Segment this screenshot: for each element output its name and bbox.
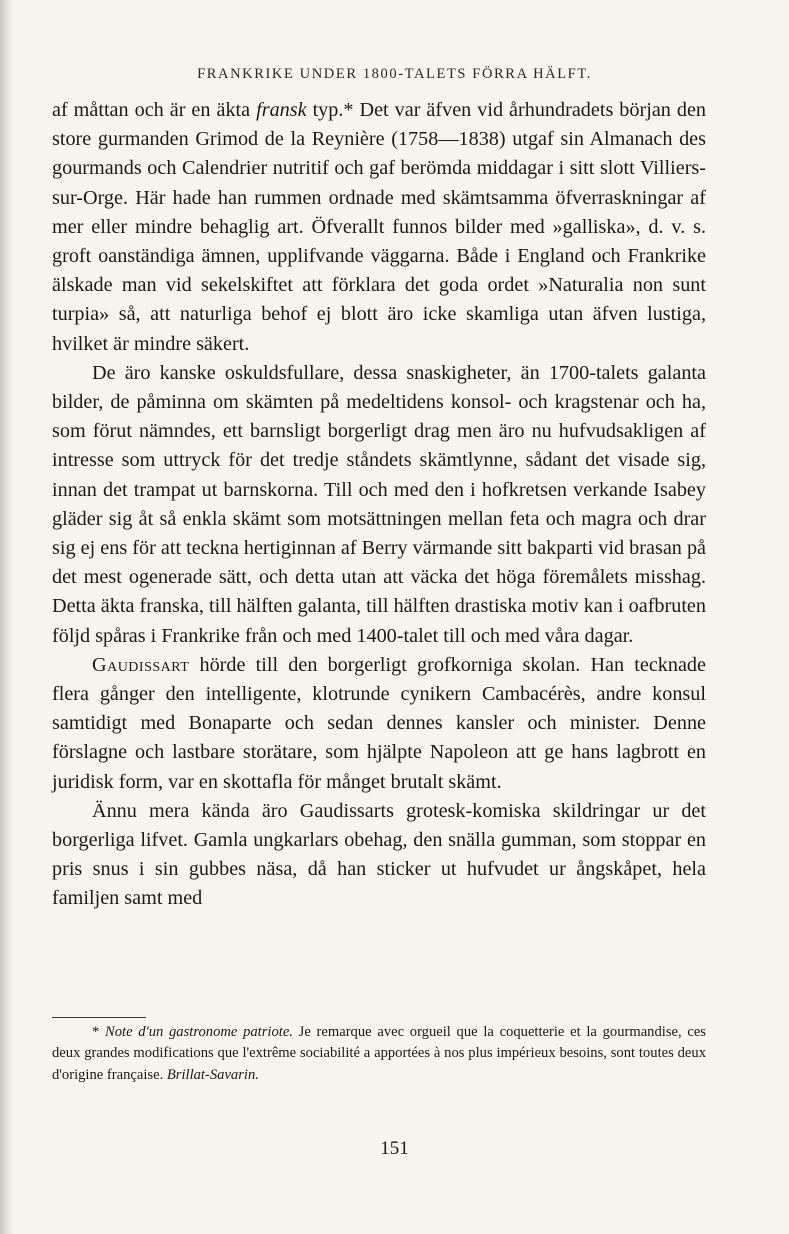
paragraph-1-lead: af måttan och är en äkta: [52, 99, 257, 121]
footnote-source-title: Note d'un gastronome patriote.: [105, 1024, 293, 1040]
paragraph-1-rest: typ.* Det var äfven vid århundradets början den store gurmanden Grimod de la Reynière (1758—1838) utgaf sin Almanach des gourmands och Calendrier nutritif och gaf berömda middagar i sitt slott Villiers-sur-Orge. Här hade han rummen ordnade med skämtsamma öfverraskningar af mer eller mindre behaglig art. Öfverallt funnos bilder med »galliska», d. v. s. groft oanständiga ämnen, upplifvande väggarna. Både i England och Frankrike älskade man vid sekelskiftet att förklara det goda ordet »Naturalia non sunt turpia» så, att naturliga behof ej blott äro icke skamliga utan äfven lustiga, hvilket är mindre säkert.: [52, 99, 707, 355]
paragraph-2: De äro kanske oskuldsfullare, dessa snaskigheter, än 1700-talets galanta bilder, de påminna om skämten på medeltidens konsol- och kragstenar och ha, som förut nämndes, ett barnsligt borgerligt drag men äro nu hufvudsakligen af intresse som uttryck för det tredje ståndets skämtlynne, sådant det visade sig, innan det trampat ut barnskorna. Till och med den i hofkretsen verkande Isabey gläder sig åt så enkla skämt som motsättningen mellan feta och magra och drar sig ej ens för att teckna hertiginnan af Berry värmande sitt bakparti vid brasan på det mest ogenerade sätt, och detta utan att väcka det höga föremålets misshag. Detta äkta franska, till hälften galanta, till hälften drastiska motiv kan i oafbruten följd spåras i Frankrike från och med 1400-talet till och med våra dagar.: [52, 361, 706, 647]
running-head: FRANKRIKE UNDER 1800-TALETS FÖRRA HÄLFT.: [197, 66, 592, 82]
footnote-rule: [52, 1017, 146, 1018]
footnote-marker: *: [92, 1024, 106, 1040]
page-number: 151: [380, 1138, 409, 1159]
paragraph-3: [52, 651, 706, 797]
footnote-author: Brillat-Savarin.: [166, 1066, 259, 1083]
paragraph-3-name: Gaudissart: [92, 653, 190, 676]
paragraph-1: [52, 96, 706, 359]
paragraph-1-italic: fransk: [256, 99, 307, 121]
page-edge-shadow: [0, 0, 14, 1234]
paragraph-4: Ännu mera kända äro Gaudissarts grotesk-komiska skildringar ur det borgerliga lifvet. Gamla ungkarlars obehag, den snälla gumman, som stoppar en pris snus i sin gubbes näsa, då han sticker ut hufvudet ur ångskåpet, hela familjen samt med: [52, 799, 706, 910]
paragraph-3-rest: hörde till den borgerligt grofkorniga skolan. Han tecknade flera gånger den intelligente, klotrunde cynikern Cambacérès, andre konsul samtidigt med Bonaparte och sedan dennes kansler och minister. Denne förslagne och lastbare storätare, som hjälpte Napoleon att ge hans lagbrott en juridisk form, var en skottafla för månget brutalt skämt.: [52, 653, 706, 793]
footnote-text: [52, 1022, 706, 1086]
footnote-quote: Je remarque avec orgueil que la coquetterie et la gourmandise, ces deux grandes modifications que l'extrême sociabilité a apportées à nos plus impérieux besoins, sont toutes deux d'origine française.: [52, 1024, 706, 1083]
footnote: [52, 1022, 706, 1086]
body-text: [52, 96, 706, 914]
